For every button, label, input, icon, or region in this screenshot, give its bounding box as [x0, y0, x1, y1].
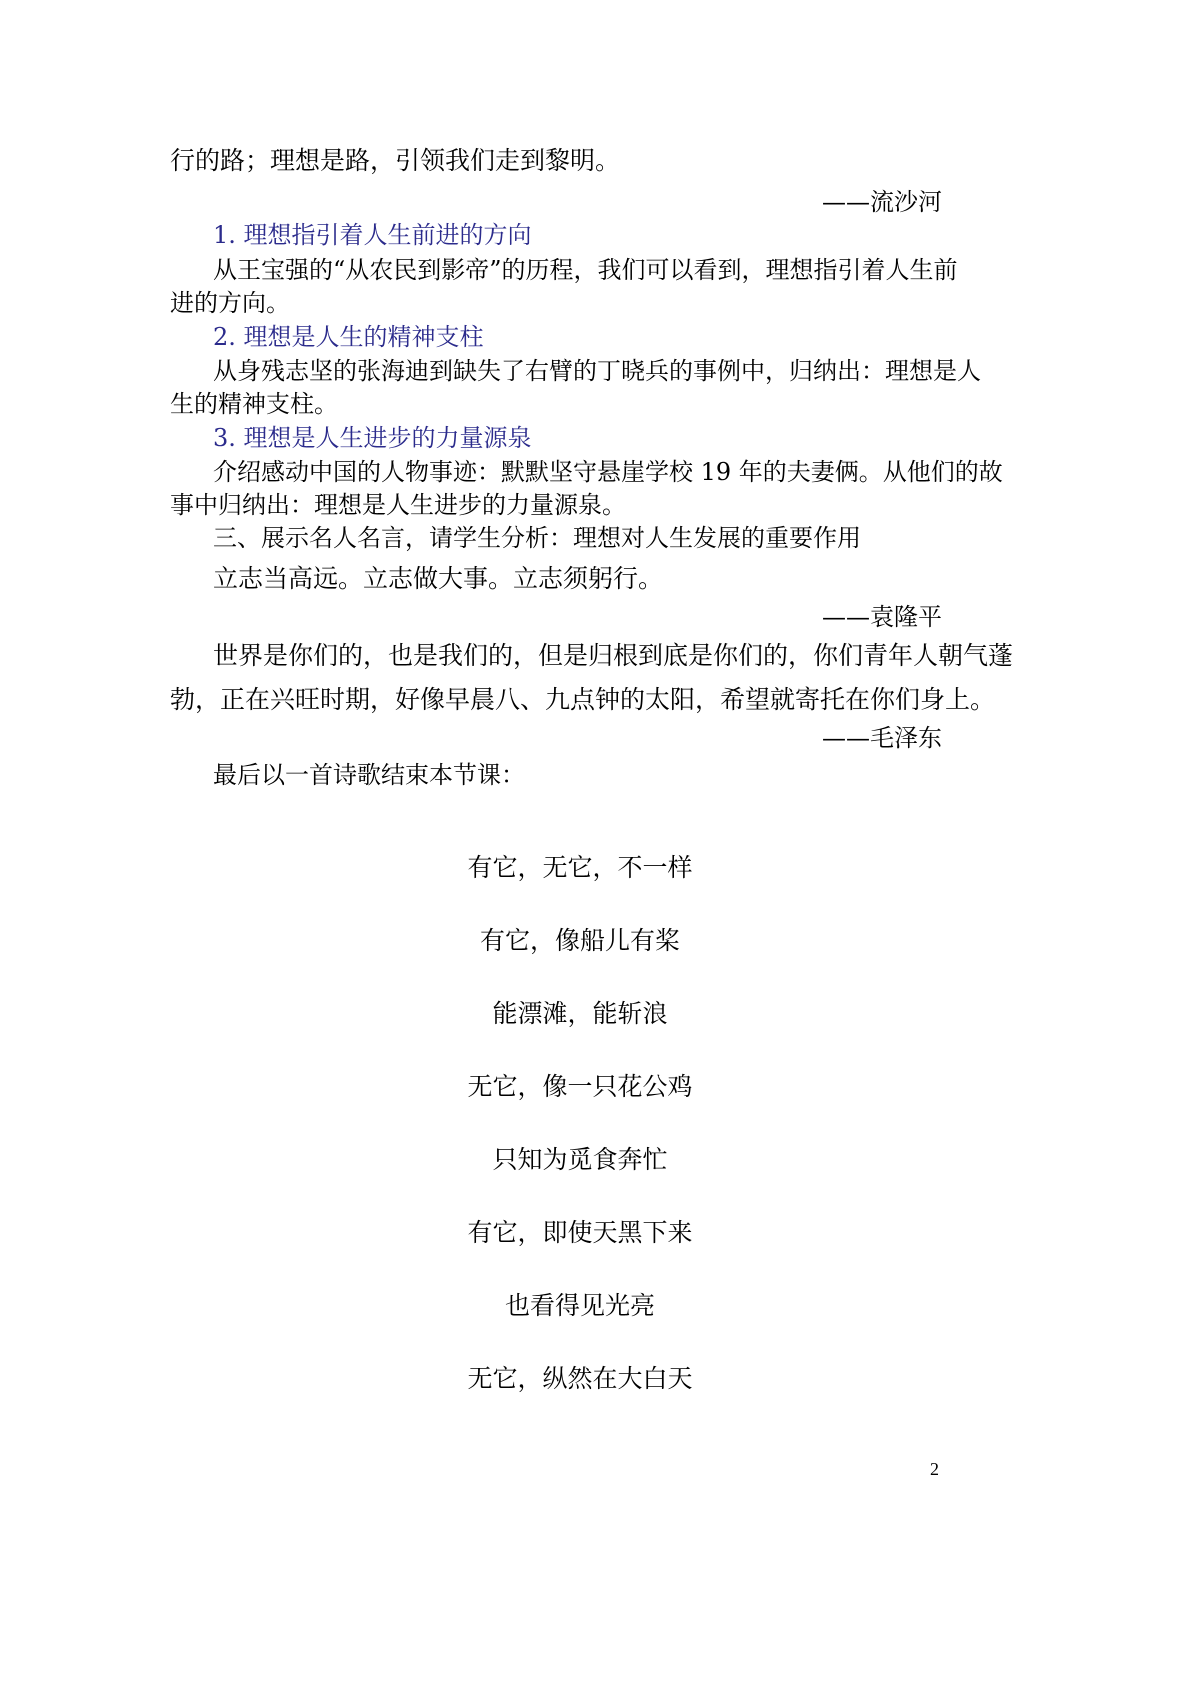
famous-quote: 世界是你们的，也是我们的，但是归根到底是你们的，你们青年人朝气蓬	[213, 641, 1014, 670]
page-number: 2	[930, 1459, 939, 1479]
quote-attribution: ——流沙河	[822, 188, 942, 216]
section-heading: 3. 理想是人生进步的力量源泉	[213, 424, 532, 452]
quote-attribution: ——袁隆平	[822, 603, 942, 631]
poem-line: 无它，像一只花公鸡	[467, 1072, 693, 1101]
quote-continuation: 行的路；理想是路，引领我们走到黎明。	[170, 146, 621, 175]
section-body: 从身残志坚的张海迪到缺失了右臂的丁晓兵的事例中，归纳出：理想是人	[213, 357, 981, 385]
section-heading: 1. 理想指引着人生前进的方向	[213, 221, 532, 249]
section-body: 事中归纳出：理想是人生进步的力量源泉。	[170, 491, 626, 519]
famous-quote: 立志当高远。立志做大事。立志须躬行。	[213, 564, 664, 593]
section-body: 介绍感动中国的人物事迹：默默坚守悬崖学校 19 年的夫妻俩。从他们的故	[213, 458, 1003, 486]
poem-line: 能漂滩，能斩浪	[492, 999, 668, 1028]
section-body: 生的精神支柱。	[170, 390, 338, 418]
poem-line: 有它，像船儿有桨	[479, 926, 680, 955]
poem-line: 有它，无它，不一样	[467, 853, 693, 882]
quote-attribution: ——毛泽东	[822, 724, 942, 752]
poem-line: 只知为觅食奔忙	[492, 1145, 668, 1174]
poem-line: 无它，纵然在大白天	[467, 1364, 693, 1393]
section-heading: 2. 理想是人生的精神支柱	[213, 323, 484, 351]
part-three-intro: 三、展示名人名言，请学生分析：理想对人生发展的重要作用	[213, 524, 861, 552]
poem-line: 也看得见光亮	[504, 1291, 655, 1320]
section-body: 从王宝强的“从农民到影帝”的历程，我们可以看到，理想指引着人生前	[213, 256, 958, 284]
section-body: 进的方向。	[170, 289, 290, 317]
famous-quote: 勃，正在兴旺时期，好像早晨八、九点钟的太阳，希望就寄托在你们身上。	[170, 685, 996, 714]
closing-intro: 最后以一首诗歌结束本节课：	[213, 761, 525, 789]
poem-line: 有它，即使天黑下来	[467, 1218, 693, 1247]
